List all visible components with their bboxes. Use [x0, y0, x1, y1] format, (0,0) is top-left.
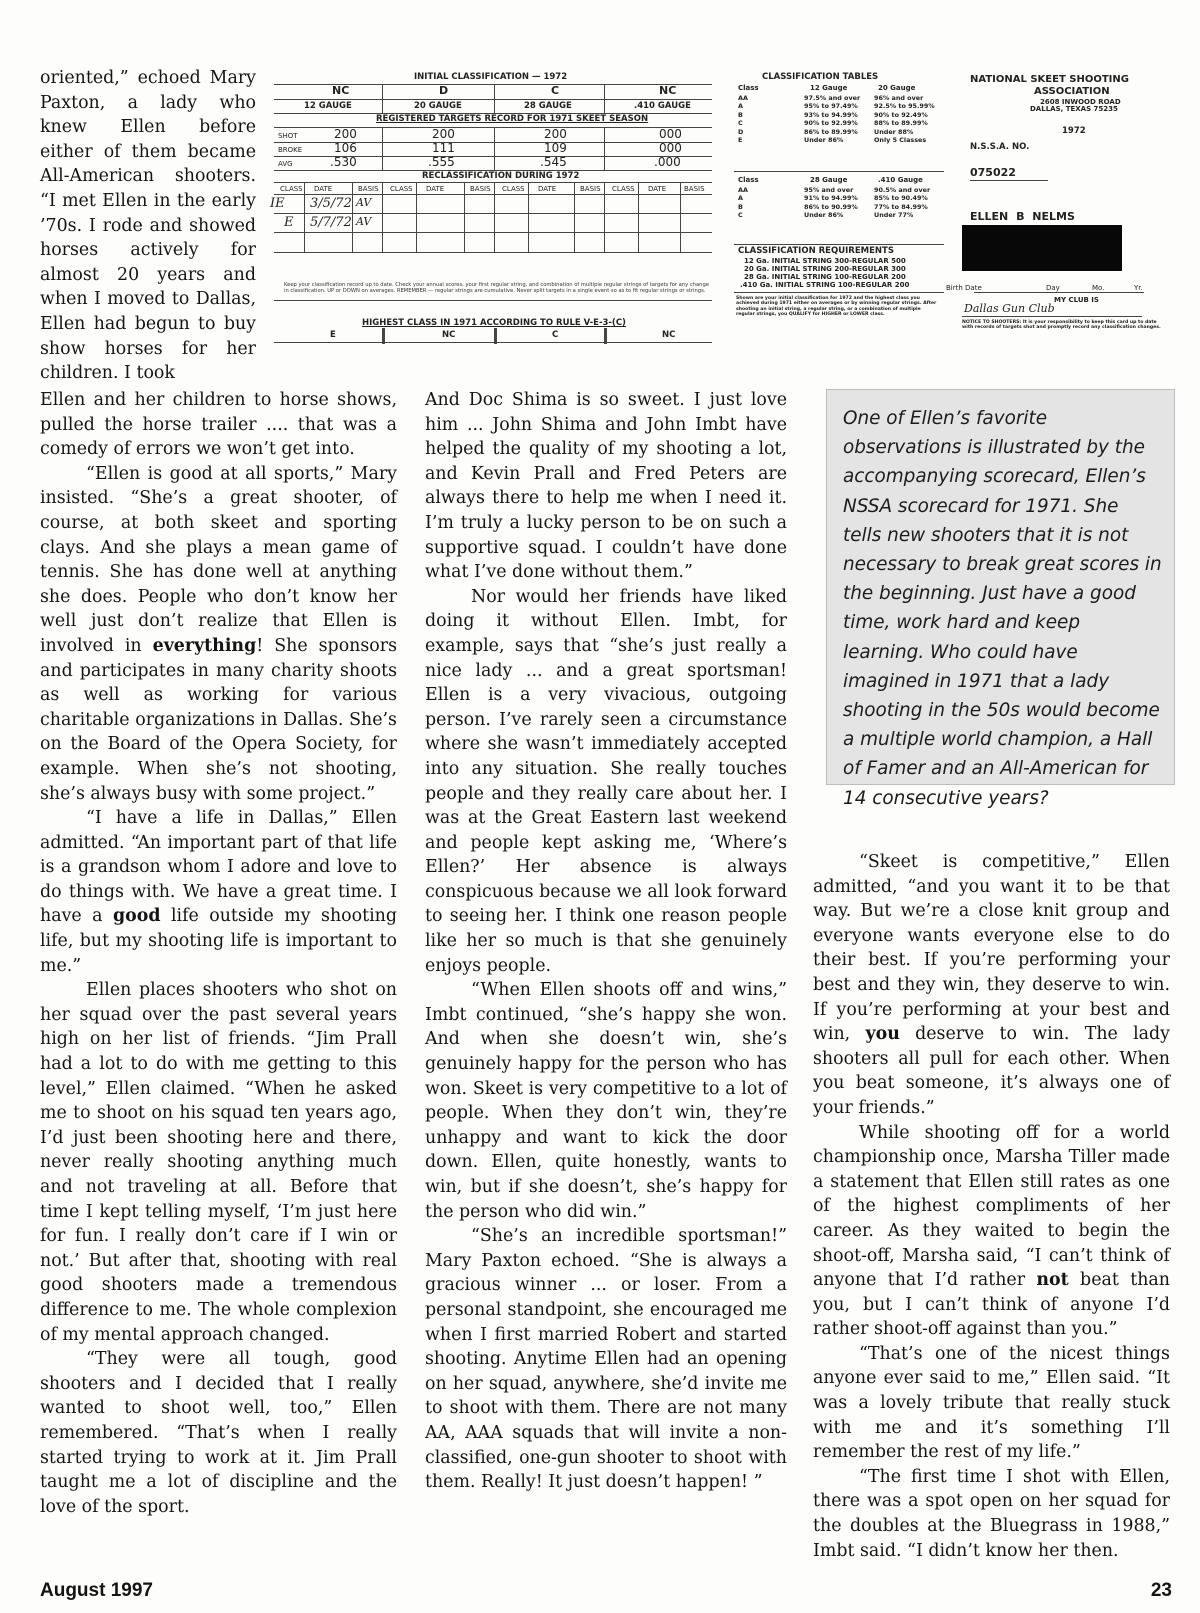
emphasis-everything: everything: [152, 635, 257, 656]
table-1-row-2-a: 93% to 94.99%: [804, 110, 858, 119]
table-2-row-1-b: 85% to 90.49%: [874, 194, 928, 203]
fine-print: Keep your classification record up to date. Check your annual scores, your first regular string, and combination of multiple regular strings of targets for any change in classification. UP or DOWN on averages. REMEMBER — regular strings are cumulative. Never split targets in a single event so as to fit regular strings or strings.: [284, 282, 709, 294]
table-1-row-0-a: 97.5% and over: [804, 94, 861, 102]
reclass-hdr-class-3: CLASS: [502, 185, 525, 193]
table-1-row-5-class: E: [738, 136, 743, 144]
reclass-hdr-basis: BASIS: [358, 185, 379, 193]
shot-28: 200: [544, 127, 567, 141]
table-1-row-4-class: D: [738, 127, 744, 136]
paragraph-1-1: oriented,” echoed Mary Paxton, a lady who knew Ellen before either of them became All-American shooters. “I met Ellen in the early ’70s. I rode and showed horses actively for almost 20 years and when I moved to Dallas, Ellen had begun to buy show horses for her children. I took: [40, 68, 256, 384]
table-2-row-1-class: A: [738, 194, 743, 203]
shot-20: 200: [432, 127, 455, 141]
table-1-row-0-class: AA: [738, 94, 748, 102]
association-name-2: ASSOCIATION: [1034, 86, 1110, 97]
label-avg: AVG: [278, 160, 293, 168]
paragraph-3-3: “That’s one of the nicest things anyone ever said to me,” Ellen said. “It was a lovely tribute that really stuck with me and it’s something I’ll remember the rest of my life.”: [813, 1343, 1170, 1463]
req-28: 28 Ga. INITIAL STRING 100-REGULAR 200: [744, 273, 906, 281]
column-3: [813, 850, 1170, 1563]
registered-targets-title: REGISTERED TARGETS RECORD FOR 1971 SKEET SEASON: [376, 114, 649, 124]
paragraph-1-6: “They were all tough, good shooters and I decided that I really wanted to shoot well, too,” Ellen remembered. “That’s when I really started trying to work at it. Jim Prall taught me a lot of discipline and the love of the sport.: [40, 1349, 397, 1517]
reclass-hdr-date-4: DATE: [648, 185, 667, 193]
table-1-row-3-b: 88% to 89.99%: [874, 119, 928, 128]
avg-20: .555: [428, 155, 455, 169]
reclass-hdr-class: CLASS: [280, 185, 303, 193]
shown-text: Shown are your initial classification for 1972 and the highest class you achieved during 1971 either on averages or by winning regular strings. After shooting an initial string, a regular string, or a combination of multiple regular strings, you QUALIFY for HIGHER or LOWER class.: [736, 296, 937, 318]
redaction-bar-3: [962, 257, 1122, 271]
association-address-1: 2608 INWOOD ROAD: [1040, 98, 1121, 106]
reclass-hdr-date-3: DATE: [538, 185, 557, 193]
footer-date: August 1997: [40, 1580, 153, 1601]
paragraph-3-1-part-c: deserve to win. The lady shooters all pull for each other. When you beat someone, it’s always one of your friends.”: [813, 1024, 1170, 1118]
reclass-1-class: IE: [270, 196, 285, 211]
emphasis-good: good: [112, 906, 161, 927]
reclass-hdr-basis-2: BASIS: [470, 185, 491, 193]
requirements-title: CLASSIFICATION REQUIREMENTS: [738, 246, 894, 256]
member-name: ELLEN B NELMS: [970, 210, 1075, 223]
t1-hdr-12: 12 Gauge: [810, 84, 848, 92]
table-1-row-0-b: 96% and over: [874, 94, 924, 102]
class-20: D: [439, 84, 449, 97]
req-12: 12 Ga. INITIAL STRING 300-REGULAR 500: [744, 257, 906, 265]
paragraph-3-1: [813, 850, 1170, 1121]
shot-410: 000: [659, 127, 682, 141]
notice-text: NOTICE TO SHOOTERS: It is your responsibility to keep this card up to date with records of targets shot and promptly record any classification changes.: [962, 320, 1161, 331]
highest-20: NC: [442, 330, 456, 340]
paragraph-2-4: “She’s an incredible sportsman!” Mary Paxton echoed. “She is always a gracious winner ... or loser. From a personal standpoint, she encouraged me when I first married Robert and started shooting. Anytime Ellen had an opening on her squad, anywhere, she’d invite me to shoot with them. There are not many AA, AAA squads that will invite a non-classified, one-gun shooter to shoot with them. Really! It just doesn’t happen! ”: [425, 1226, 787, 1493]
avg-12: .530: [330, 155, 357, 169]
paragraph-1-4-part-a: “I have a life in Dallas,” Ellen admitted. “An important part of that life is a grandson whom I adore and love to do things with. We have a great time. I have a: [40, 808, 397, 927]
reclassification-title: RECLASSIFICATION DURING 1972: [422, 171, 580, 181]
table-2-row-3-class: C: [738, 211, 743, 220]
birth-day-label: Day: [1046, 284, 1060, 292]
paragraph-1-4: [40, 806, 397, 978]
broke-12: 106: [334, 141, 357, 155]
sidebar-callout: [826, 389, 1175, 809]
club-label: MY CLUB IS: [1054, 296, 1099, 304]
table-1-row-5-b: Only 5 Classes: [874, 136, 927, 144]
paragraph-1-3: [40, 462, 397, 806]
paragraph-3-4: “The first time I shot with Ellen, there was a spot open on her squad for the doubles at the Bluegrass in 1988,” Imbt said. “I didn’t know her then.: [813, 1466, 1170, 1561]
reclass-hdr-class-4: CLASS: [612, 185, 635, 193]
highest-410: NC: [662, 330, 676, 340]
avg-28: .545: [540, 155, 567, 169]
card-year: 1972: [1062, 126, 1086, 136]
birth-year-label: Yr.: [1134, 284, 1143, 292]
t1-hdr-20: 20 Gauge: [878, 84, 916, 92]
reclass-1-basis: AV: [356, 196, 372, 209]
class-28: C: [551, 84, 560, 97]
label-broke: BROKE: [278, 146, 303, 154]
table-2-row-1-a: 91% to 94.99%: [804, 194, 858, 203]
nssa-number-label: N.S.S.A. NO.: [970, 142, 1030, 152]
table-1-row-4-b: Under 88%: [874, 127, 914, 136]
class-410: NC: [659, 84, 677, 97]
table-1-row-1-a: 95% to 97.49%: [804, 102, 858, 111]
table-1-row-1-b: 92.5% to 95.99%: [874, 102, 935, 111]
table-2-row-3-b: Under 77%: [874, 211, 914, 220]
req-20: 20 Ga. INITIAL STRING 200-REGULAR 300: [744, 265, 906, 273]
t2-hdr-410: .410 Gauge: [878, 176, 923, 184]
reclass-hdr-basis-3: BASIS: [580, 185, 601, 193]
t2-hdr-class: Class: [738, 176, 759, 184]
paragraph-2-2: Nor would her friends have liked doing it without Ellen. Imbt, for example, says that “she’s just really a nice lady ... and a great sportsman! Ellen is a very vivacious, outgoing person. I’ve rarely seen a circumstance where she wasn’t immediately accepted into any situation. She really touches people and they really care about her. I was at the Great Eastern last weekend and people kept asking me, ‘Where’s Ellen?’ Her absence is always conspicuous because we all look forward to seeing her. I think one reason people like her so much is that she genuinely enjoys people.: [425, 586, 787, 976]
table-1-row-2-class: B: [738, 110, 743, 119]
highest-class-title: HIGHEST CLASS IN 1971 ACCORDING TO RULE V-E-3-(C): [362, 318, 626, 328]
reclass-2-basis: AV: [356, 215, 372, 228]
paragraph-1-3-part-c: ! She sponsors and participates in many charity shoots as well as working for various charitable organizations in Dallas. She’s on the Board of the Opera Society, for example. When she’s not shooting, she’s always busy with some project.”: [40, 635, 397, 804]
broke-20: 111: [432, 141, 455, 155]
gauge-12: 12 GAUGE: [304, 101, 352, 111]
table-1-row-1-class: A: [738, 102, 743, 111]
broke-28: 109: [544, 141, 567, 155]
callout-text: One of Ellen’s favorite observations is illustrated by the accompanying scorecard, Ellen’s NSSA scorecard for 1971. She tells new shooters that it is not necessary to break great scores in the beginning. Just have a good time, work hard and keep learning. Who could have imagined in 1971 that a lady shooting in the 50s would become a multiple world champion, a Hall of Famer and an All-American for 14 consecutive years?: [843, 408, 1162, 809]
classification-tables-title: CLASSIFICATION TABLES: [762, 72, 879, 82]
table-1-row-3-class: C: [738, 119, 743, 128]
broke-410: 000: [659, 141, 682, 155]
label-shot: SHOT: [278, 132, 298, 140]
nssa-scorecard: [270, 70, 1178, 368]
class-12: NC: [332, 84, 350, 97]
table-1-row-3-a: 90% to 92.99%: [804, 119, 858, 128]
reclass-hdr-date: DATE: [314, 185, 333, 193]
initial-classification-title: INITIAL CLASSIFICATION — 1972: [414, 72, 568, 82]
reclass-2-class: E: [284, 215, 294, 230]
table-1-row-2-b: 90% to 92.49%: [874, 110, 928, 119]
table-1-row-4-a: 86% to 89.99%: [804, 127, 858, 136]
table-2-row-0-class: AA: [738, 186, 748, 194]
birth-date-label: Birth Date: [946, 284, 982, 292]
paragraph-1-3-part-a: “Ellen is good at all sports,” Mary insisted. “She’s a great shooter, of course, at both skeet and sporting clays. And she plays a mean game of tennis. She has done well at anything she does. People who don’t know her well just don’t realize that Ellen is involved in: [40, 463, 397, 656]
table-2-row-0-b: 90.5% and over: [874, 186, 931, 194]
column-1: [40, 388, 397, 1519]
nssa-number: 075022: [970, 166, 1016, 179]
redaction-bar-2: [962, 241, 1122, 257]
reclass-hdr-date-2: DATE: [426, 185, 445, 193]
paragraph-3-1-part-a: “Skeet is competitive,” Ellen admitted, “and you want it to be that way. But we’re a close knit group and everyone wants everyone else to do their best. If you’re performing your best and they win, they deserve to win. If you’re performing at your best and win,: [813, 852, 1170, 1045]
paragraph-2-1: And Doc Shima is so sweet. I just love him ... John Shima and John Imbt have helped the quality of my shooting a lot, and Kevin Prall and Fred Peters are always there to help me when I need it. I’m truly a lucky person to be on such a supportive squad. I couldn’t have done what I’ve done without them.”: [425, 390, 787, 583]
page-number: 23: [1150, 1580, 1172, 1601]
table-2-row-3-a: Under 86%: [804, 211, 844, 220]
avg-410: .000: [654, 155, 681, 169]
association-address-2: DALLAS, TEXAS 75235: [1030, 105, 1118, 113]
column-2: [425, 388, 787, 1495]
reclass-hdr-class-2: CLASS: [390, 185, 413, 193]
table-2-row-2-class: B: [738, 202, 743, 211]
paragraph-1-4-part-c: life outside my shooting life, but my shooting life is important to me.”: [40, 906, 397, 976]
reclass-1-date: 3/5/72: [310, 196, 352, 211]
gauge-20: 20 GAUGE: [414, 101, 462, 111]
emphasis-not: not: [1036, 1270, 1069, 1291]
paragraph-3-2-part-c: beat than you, but I can’t think of anyone I’d rather shoot-off against than you.”: [813, 1270, 1170, 1340]
table-2-row-0-a: 95% and over: [804, 186, 854, 194]
paragraph-3-2: [813, 1121, 1170, 1342]
column-1-top: [40, 66, 256, 386]
reclass-hdr-basis-4: BASIS: [684, 185, 705, 193]
association-name: NATIONAL SKEET SHOOTING: [970, 74, 1129, 85]
paragraph-1-2: Ellen and her children to horse shows, pulled the horse trailer .... that was a comedy of errors we won’t get into.: [40, 390, 397, 460]
paragraph-2-3: “When Ellen shoots off and wins,” Imbt continued, “she’s happy she won. And when she doesn’t win, she’s genuinely happy for the person who has won. Skeet is very competitive to a lot of people. When they don’t win, they’re unhappy and want to kick the door down. Ellen, quite honestly, wants to win, but if she doesn’t, she’s happy for the person who did win.”: [425, 980, 787, 1222]
table-2-row-2-b: 77% to 84.99%: [874, 202, 928, 211]
gauge-410: .410 GAUGE: [634, 101, 691, 111]
highest-12: E: [330, 330, 336, 340]
paragraph-1-5: Ellen places shooters who shot on her squad over the past several years high on her list of friends. “Jim Prall had a lot to do with me getting to this level,” Ellen claimed. “When he asked me to shoot on his squad ten years ago, I’d just been shooting here and there, never really shooting anything much and not traveling at all. Before that time I kept telling myself, ‘I’m just here for fun. I really don’t care if I win or not.’ But after that, shooting with real good shooters made a tremendous difference to me. The whole complexion of my mental approach changed.: [40, 980, 397, 1345]
table-1-row-5-a: Under 86%: [804, 136, 844, 144]
birth-month-label: Mo.: [1092, 284, 1105, 292]
reclass-2-date: 5/7/72: [310, 215, 352, 230]
req-410: .410 Ga. INITIAL STRING 100-REGULAR 200: [740, 281, 910, 289]
highest-28: C: [552, 330, 559, 340]
shot-12: 200: [334, 127, 357, 141]
paragraph-3-2-part-a: While shooting off for a world championship once, Marsha Tiller made a statement that Ellen still rates as one of the highest compliments of her career. As they waited to begin the shoot-off, Marsha said, “I can’t think of anyone that I’d rather: [813, 1122, 1170, 1291]
redaction-bar-1: [962, 225, 1122, 241]
table-2-row-2-a: 86% to 90.99%: [804, 202, 858, 211]
club-name: Dallas Gun Club: [964, 302, 1055, 315]
emphasis-you: you: [865, 1024, 900, 1045]
t2-hdr-28: 28 Gauge: [810, 176, 848, 184]
gauge-28: 28 GAUGE: [524, 101, 572, 111]
t1-hdr-class: Class: [738, 84, 759, 92]
